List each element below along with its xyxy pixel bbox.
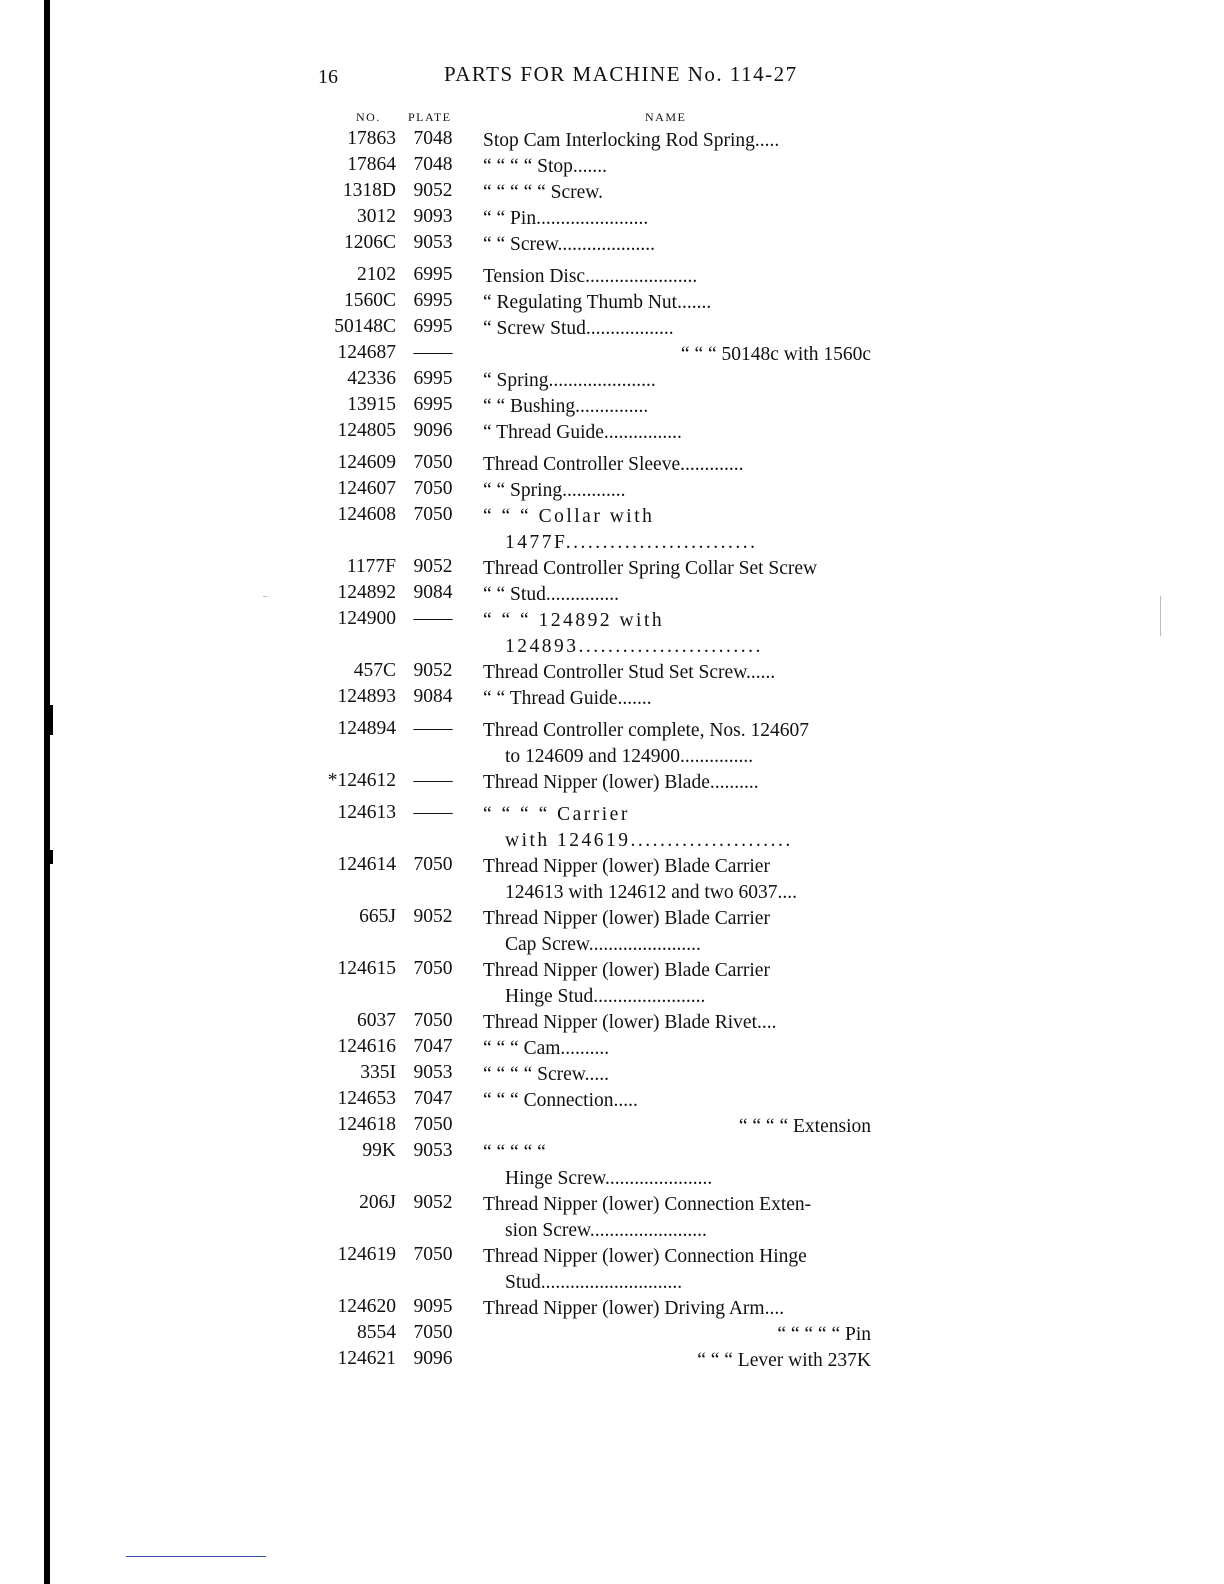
part-name: “ “ “ 124892 with — [483, 610, 665, 631]
part-name-block — [483, 1322, 871, 1348]
parts-list — [316, 128, 876, 1374]
part-name-block — [483, 556, 871, 582]
running-title: PARTS FOR MACHINE No. 114-27 — [444, 62, 798, 86]
part-name-continuation: sion Screw........................ — [505, 1220, 707, 1241]
part-name: “ “ “ “ “ — [483, 1142, 546, 1163]
plate-number: —— — [413, 608, 453, 629]
part-name: “ “ Spring............. — [483, 480, 626, 501]
part-name: “ “ “ Connection..... — [483, 1090, 638, 1111]
part-row — [316, 128, 876, 154]
part-name-block — [483, 232, 871, 258]
part-name: Thread Controller Stud Set Screw...... — [483, 662, 776, 683]
column-header-plate: PLATE — [408, 110, 452, 124]
part-name-block — [483, 1036, 871, 1062]
part-number: 124900 — [337, 608, 396, 629]
part-row — [316, 1192, 876, 1244]
part-row — [316, 290, 876, 316]
part-name: “ “ “ 50148c with 1560c — [680, 344, 871, 365]
plate-number: 7050 — [413, 452, 453, 473]
part-number: 1318D — [342, 180, 396, 201]
part-name-block — [483, 660, 871, 686]
part-number: 1206C — [343, 232, 396, 253]
plate-number: —— — [413, 770, 453, 791]
plate-number: 9052 — [413, 180, 453, 201]
part-name: “ “ “ “ Screw..... — [483, 1064, 609, 1085]
part-number: 124608 — [337, 504, 396, 525]
part-name: “ Regulating Thumb Nut....... — [483, 292, 712, 313]
part-name: Thread Controller Sleeve............. — [483, 454, 744, 475]
part-name: “ “ “ “ Carrier — [483, 804, 630, 825]
plate-number: 6995 — [413, 290, 453, 311]
part-row — [316, 1062, 876, 1088]
plate-number: 7047 — [413, 1036, 453, 1057]
part-number: 124613 — [337, 802, 396, 823]
part-number: 124616 — [337, 1036, 396, 1057]
part-row — [316, 206, 876, 232]
part-name-block — [483, 504, 871, 556]
part-name-continuation: 124613 with 124612 and two 6037.... — [505, 882, 797, 903]
part-number: 124618 — [337, 1114, 396, 1135]
part-number: 335I — [360, 1062, 396, 1083]
part-number: 124619 — [337, 1244, 396, 1265]
plate-number: 7050 — [413, 1244, 453, 1265]
part-row — [316, 420, 876, 446]
part-row — [316, 608, 876, 660]
scan-mark — [44, 850, 53, 864]
scan-speck — [1160, 596, 1161, 636]
part-name-block — [483, 452, 871, 478]
part-name-block — [483, 1296, 871, 1322]
part-name-block — [483, 718, 871, 770]
part-number: 124615 — [337, 958, 396, 979]
part-name: “ “ Stud............... — [483, 584, 619, 605]
part-name: Thread Nipper (lower) Blade.......... — [483, 772, 759, 793]
plate-number: 6995 — [413, 264, 453, 285]
part-name: Thread Controller Spring Collar Set Screw — [483, 558, 818, 579]
part-name: “ “ “ “ “ Pin — [777, 1324, 871, 1345]
part-name: Thread Nipper (lower) Connection Exten- — [483, 1194, 812, 1215]
plate-number: 7048 — [413, 154, 453, 175]
part-number: 124687 — [337, 342, 396, 363]
part-name-block — [483, 1348, 871, 1374]
part-row — [316, 854, 876, 906]
plate-number: 7048 — [413, 128, 453, 149]
plate-number: 9052 — [413, 906, 453, 927]
part-number: 124621 — [337, 1348, 396, 1369]
plate-number: 9053 — [413, 1140, 453, 1161]
part-row — [316, 556, 876, 582]
part-name-block — [483, 686, 871, 712]
plate-number: 9052 — [413, 556, 453, 577]
part-row — [316, 770, 876, 796]
part-row — [316, 316, 876, 342]
part-number: 124609 — [337, 452, 396, 473]
plate-number: 6995 — [413, 368, 453, 389]
part-row — [316, 1322, 876, 1348]
plate-number: 9084 — [413, 582, 453, 603]
part-number: 206J — [359, 1192, 396, 1213]
part-name-block — [483, 154, 871, 180]
part-name-block — [483, 802, 871, 854]
page-number: 16 — [318, 66, 338, 88]
plate-number: 7050 — [413, 1322, 453, 1343]
part-name: Thread Nipper (lower) Blade Carrier — [483, 856, 770, 877]
part-row — [316, 154, 876, 180]
part-name-continuation: 124893......................... — [505, 636, 763, 657]
part-name-block — [483, 608, 871, 660]
part-row — [316, 1244, 876, 1296]
part-row — [316, 232, 876, 258]
part-number: 2102 — [357, 264, 396, 285]
part-name: “ “ “ Cam.......... — [483, 1038, 610, 1059]
part-name-continuation: Hinge Stud....................... — [505, 986, 706, 1007]
part-row — [316, 686, 876, 712]
part-name-continuation: Cap Screw....................... — [505, 934, 701, 955]
plate-number: 6995 — [413, 394, 453, 415]
part-name-block — [483, 394, 871, 420]
part-number: 124893 — [337, 686, 396, 707]
part-number: 124892 — [337, 582, 396, 603]
plate-number: 9093 — [413, 206, 453, 227]
footer-rule — [126, 1556, 266, 1557]
plate-number: 9095 — [413, 1296, 453, 1317]
part-name: “ “ Bushing............... — [483, 396, 649, 417]
part-number: 457C — [353, 660, 396, 681]
plate-number: 7050 — [413, 478, 453, 499]
part-name-block — [483, 1062, 871, 1088]
part-name-continuation: Hinge Screw...................... — [505, 1168, 713, 1189]
part-name-block — [483, 582, 871, 608]
part-name-block — [483, 180, 871, 206]
part-name: “ “ “ “ Stop....... — [483, 156, 608, 177]
part-number: 124894 — [337, 718, 396, 739]
part-number: 1177F — [346, 556, 396, 577]
part-row — [316, 582, 876, 608]
part-name-block — [483, 316, 871, 342]
part-name: Thread Nipper (lower) Blade Carrier — [483, 908, 770, 929]
part-row — [316, 1010, 876, 1036]
part-number: 17863 — [347, 128, 396, 149]
column-header-no: NO. — [356, 110, 381, 124]
part-name-block — [483, 906, 871, 958]
part-number: 17864 — [347, 154, 396, 175]
scan-mark — [44, 705, 53, 735]
part-name: “ “ “ “ Extension — [738, 1116, 871, 1137]
plate-number: 9053 — [413, 232, 453, 253]
plate-number: 9096 — [413, 420, 453, 441]
plate-number: —— — [413, 718, 453, 739]
plate-number: 9096 — [413, 1348, 453, 1369]
part-name: “ “ Pin....................... — [483, 208, 649, 229]
part-name-block — [483, 1010, 871, 1036]
part-number: *124612 — [327, 770, 396, 791]
plate-number: 7050 — [413, 1010, 453, 1031]
part-row — [316, 180, 876, 206]
part-row — [316, 802, 876, 854]
part-name: Thread Controller complete, Nos. 124607 — [483, 720, 810, 741]
part-row — [316, 394, 876, 420]
part-row — [316, 906, 876, 958]
part-number: 3012 — [357, 206, 396, 227]
part-name-block — [483, 478, 871, 504]
part-row — [316, 1036, 876, 1062]
plate-number: —— — [413, 802, 453, 823]
part-name-block — [483, 420, 871, 446]
part-number: 124653 — [337, 1088, 396, 1109]
part-number: 99K — [362, 1140, 396, 1161]
part-number: 1560C — [343, 290, 396, 311]
part-name-block — [483, 1244, 871, 1296]
part-row — [316, 1114, 876, 1140]
part-name: “ Thread Guide................ — [483, 422, 682, 443]
part-name-continuation: 1477F.......................... — [505, 532, 758, 553]
plate-number: 7050 — [413, 504, 453, 525]
part-row — [316, 1140, 876, 1192]
part-name: Thread Nipper (lower) Driving Arm.... — [483, 1298, 785, 1319]
part-name-block — [483, 1140, 871, 1192]
part-name-block — [483, 1192, 871, 1244]
part-number: 665J — [359, 906, 396, 927]
part-number: 42336 — [347, 368, 396, 389]
plate-number: 9053 — [413, 1062, 453, 1083]
part-name: “ “ Thread Guide....... — [483, 688, 652, 709]
part-number: 124620 — [337, 1296, 396, 1317]
part-row — [316, 478, 876, 504]
part-name: Tension Disc....................... — [483, 266, 698, 287]
column-header-name: NAME — [645, 110, 687, 124]
plate-number: 9052 — [413, 660, 453, 681]
part-number: 50148C — [334, 316, 396, 337]
part-row — [316, 264, 876, 290]
part-row — [316, 342, 876, 368]
part-name: “ Spring...................... — [483, 370, 656, 391]
plate-number: 6995 — [413, 316, 453, 337]
part-name-block — [483, 128, 871, 154]
part-row — [316, 1296, 876, 1322]
part-name: Thread Nipper (lower) Connection Hinge — [483, 1246, 807, 1267]
part-name-block — [483, 368, 871, 394]
part-number: 124805 — [337, 420, 396, 441]
part-name-block — [483, 342, 871, 368]
part-name-block — [483, 264, 871, 290]
part-name-block — [483, 1114, 871, 1140]
part-name-continuation: Stud............................. — [505, 1272, 683, 1293]
part-row — [316, 718, 876, 770]
plate-number: 9084 — [413, 686, 453, 707]
part-row — [316, 1088, 876, 1114]
part-number: 8554 — [357, 1322, 396, 1343]
part-row — [316, 504, 876, 556]
plate-number: 9052 — [413, 1192, 453, 1213]
plate-number: 7050 — [413, 1114, 453, 1135]
part-name-continuation: with 124619...................... — [505, 830, 793, 851]
part-number: 13915 — [347, 394, 396, 415]
part-number: 6037 — [357, 1010, 396, 1031]
part-name-block — [483, 1088, 871, 1114]
part-name: “ “ “ Collar with — [483, 506, 655, 527]
part-name: Stop Cam Interlocking Rod Spring..... — [483, 130, 780, 151]
part-name: “ “ “ Lever with 237K — [697, 1350, 871, 1371]
part-row — [316, 1348, 876, 1374]
part-row — [316, 368, 876, 394]
plate-number: 7050 — [413, 958, 453, 979]
plate-number: —— — [413, 342, 453, 363]
part-name: Thread Nipper (lower) Blade Rivet.... — [483, 1012, 777, 1033]
part-name-block — [483, 770, 871, 796]
part-name: “ Screw Stud.................. — [483, 318, 674, 339]
part-name-continuation: to 124609 and 124900............... — [505, 746, 754, 767]
plate-number: 7050 — [413, 854, 453, 875]
part-name: “ “ “ “ “ Screw. — [483, 182, 603, 203]
part-name-block — [483, 958, 871, 1010]
scan-speck — [263, 596, 267, 597]
scan-left-edge — [44, 0, 50, 1584]
part-row — [316, 660, 876, 686]
plate-number: 7047 — [413, 1088, 453, 1109]
part-row — [316, 452, 876, 478]
part-row — [316, 958, 876, 1010]
part-number: 124607 — [337, 478, 396, 499]
part-name: “ “ Screw.................... — [483, 234, 656, 255]
part-name-block — [483, 290, 871, 316]
part-number: 124614 — [337, 854, 396, 875]
part-name-block — [483, 206, 871, 232]
part-name-block — [483, 854, 871, 906]
part-name: Thread Nipper (lower) Blade Carrier — [483, 960, 770, 981]
